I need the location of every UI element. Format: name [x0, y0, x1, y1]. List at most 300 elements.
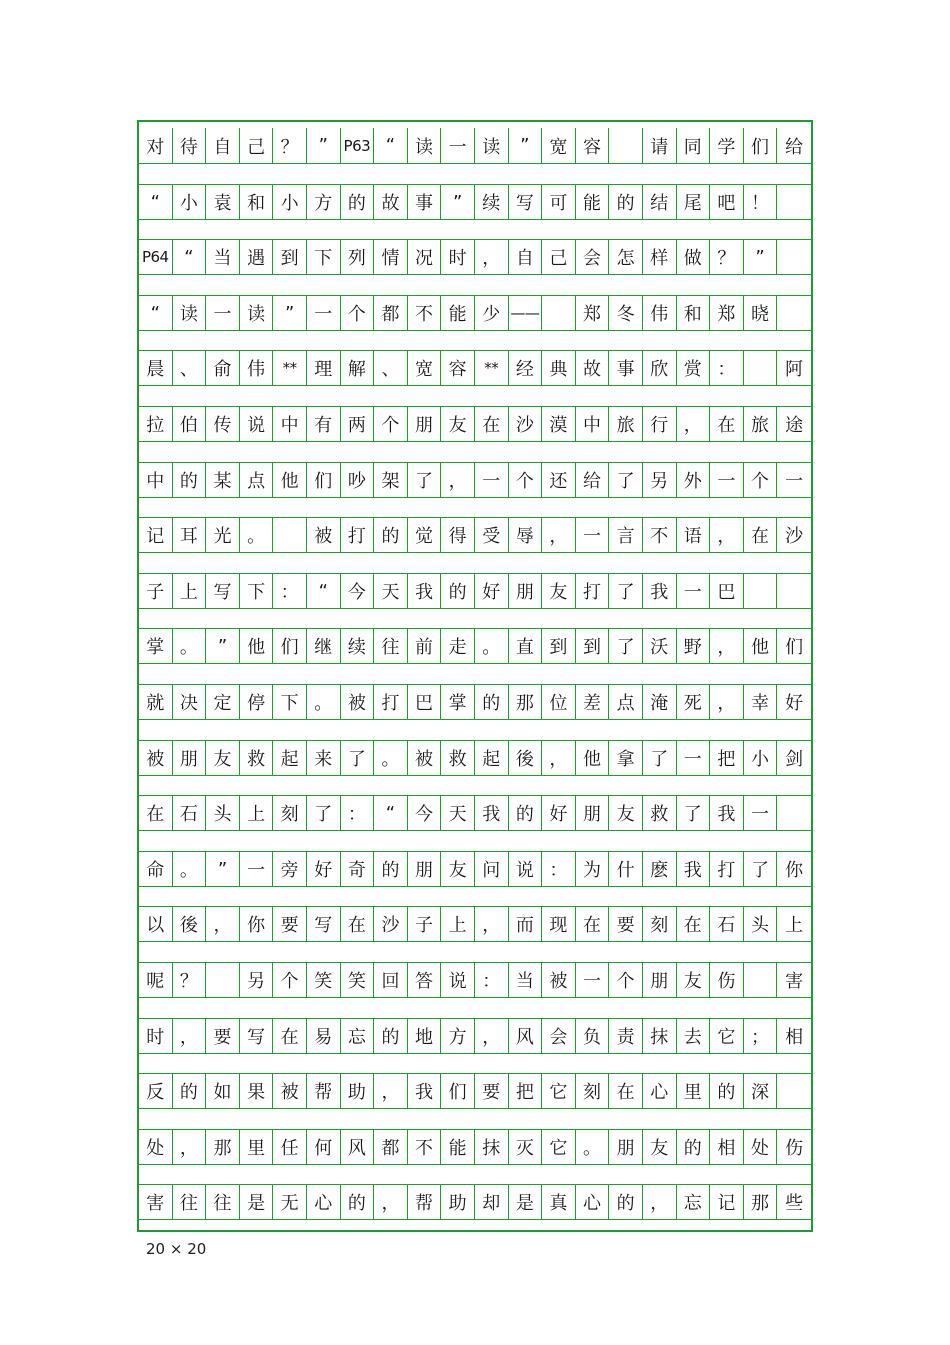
manuscript-cell: 旅 [744, 407, 778, 441]
manuscript-cell: 伯 [173, 407, 207, 441]
manuscript-cell: 小 [744, 741, 778, 775]
manuscript-cell: 袁 [206, 185, 240, 219]
manuscript-cell: 头 [206, 796, 240, 830]
manuscript-cell: 容 [576, 128, 610, 163]
manuscript-cell: 害 [785, 971, 804, 992]
manuscript-cell: 途 [785, 415, 804, 436]
manuscript-cell: 下 [307, 240, 341, 274]
manuscript-cell: 漠 [542, 407, 576, 441]
manuscript-cell: 的 [441, 574, 475, 608]
manuscript-cell: 读 [408, 128, 442, 163]
manuscript-cell: 拿 [609, 741, 643, 775]
manuscript-cell: 救 [441, 741, 475, 775]
manuscript-cell-row [139, 684, 811, 720]
manuscript-cell: 被 [273, 1074, 307, 1108]
manuscript-cell: “ [139, 185, 173, 219]
manuscript-cell: 觉 [408, 518, 442, 552]
manuscript-cell: 负 [576, 1019, 610, 1053]
manuscript-cell [777, 296, 811, 330]
manuscript-cell: 好 [475, 574, 509, 608]
manuscript-cell: 在 [710, 407, 744, 441]
manuscript-cell: 问 [475, 852, 509, 886]
manuscript-cell: 宽 [408, 351, 442, 385]
manuscript-cell: 当 [206, 240, 240, 274]
manuscript-cell: 某 [206, 463, 240, 497]
manuscript-cell: 抹 [475, 1130, 509, 1164]
manuscript-cell: 晨 [139, 351, 173, 385]
manuscript-cell: 中 [139, 463, 173, 497]
manuscript-cell: 。 [173, 629, 207, 663]
manuscript-cell: 都 [374, 296, 408, 330]
manuscript-cell-row [139, 740, 811, 776]
manuscript-cell: 易 [307, 1019, 341, 1053]
manuscript-cell: ** [273, 351, 307, 385]
manuscript-cell: 的 [710, 1074, 744, 1108]
manuscript-cell: 的 [374, 518, 408, 552]
manuscript-cell: 如 [206, 1074, 240, 1108]
manuscript-cell: 沙 [509, 407, 543, 441]
manuscript-cell: 。 [173, 852, 207, 886]
manuscript-cell: 了 [408, 463, 442, 497]
manuscript-cell: 什 [609, 852, 643, 886]
manuscript-cell: 无 [273, 1185, 307, 1219]
manuscript-cell: 吧 [710, 185, 744, 219]
manuscript-cell: 差 [576, 685, 610, 719]
manuscript-cell [542, 296, 576, 330]
manuscript-cell: 相 [710, 1130, 744, 1164]
manuscript-cell: ， [441, 463, 475, 497]
manuscript-cell: 那 [206, 1130, 240, 1164]
manuscript-cell: 在 [475, 407, 509, 441]
manuscript-cell: 巴 [408, 685, 442, 719]
manuscript-cell: 被 [139, 741, 173, 775]
manuscript-cell: ， [374, 1185, 408, 1219]
manuscript-cell: 掌 [139, 629, 173, 663]
manuscript-cell: 他 [744, 629, 778, 663]
manuscript-cell: ， [542, 741, 576, 775]
manuscript-cell: ” [307, 128, 341, 163]
manuscript-cell: 传 [206, 407, 240, 441]
manuscript-cell: 请 [643, 128, 677, 163]
manuscript-cell: 架 [374, 463, 408, 497]
manuscript-cell: 和 [677, 296, 711, 330]
manuscript-cell-row [139, 573, 811, 609]
manuscript-cell: 麽 [643, 852, 677, 886]
manuscript-cell: 伟 [643, 296, 677, 330]
manuscript-cell: ” [206, 852, 240, 886]
manuscript-cell: ： [273, 574, 307, 608]
manuscript-cell: 语 [677, 518, 711, 552]
manuscript-cell: 一 [710, 463, 744, 497]
manuscript-cell: 一 [475, 463, 509, 497]
manuscript-cell: 中 [576, 407, 610, 441]
manuscript-cell: 帮 [408, 1185, 442, 1219]
manuscript-cell: 子 [139, 574, 173, 608]
manuscript-cell: 来 [307, 741, 341, 775]
manuscript-cell: 风 [509, 1019, 543, 1053]
manuscript-cell: 列 [341, 240, 375, 274]
manuscript-cell-row [139, 239, 811, 275]
manuscript-cell: 把 [710, 741, 744, 775]
manuscript-cell: 沙 [785, 526, 804, 547]
manuscript-cell [777, 796, 811, 830]
manuscript-cell: 我 [408, 1074, 442, 1108]
manuscript-cell: 石 [173, 796, 207, 830]
manuscript-grid [137, 120, 813, 1232]
manuscript-cell: ： [542, 852, 576, 886]
manuscript-cell: 冬 [609, 296, 643, 330]
manuscript-cell: 要 [206, 1019, 240, 1053]
manuscript-cell: 朋 [576, 796, 610, 830]
manuscript-cell: 个 [341, 296, 375, 330]
manuscript-cell: 你 [240, 907, 274, 941]
manuscript-cell: 点 [609, 685, 643, 719]
manuscript-cell: 解 [341, 351, 375, 385]
manuscript-cell: ： [475, 963, 509, 997]
manuscript-cell: 里 [677, 1074, 711, 1108]
manuscript-cell: 郑 [576, 296, 610, 330]
manuscript-cell: 是 [240, 1185, 274, 1219]
manuscript-cell: 在 [677, 907, 711, 941]
manuscript-cell: 我 [475, 796, 509, 830]
manuscript-cell: 笑 [307, 963, 341, 997]
manuscript-cell: 的 [341, 185, 375, 219]
manuscript-cell: 了 [744, 852, 778, 886]
manuscript-cell: 今 [408, 796, 442, 830]
manuscript-cell: 阿 [785, 359, 804, 380]
manuscript-cell: 好 [542, 796, 576, 830]
manuscript-cell: 奇 [341, 852, 375, 886]
manuscript-cell: 往 [206, 1185, 240, 1219]
manuscript-cell: 里 [240, 1130, 274, 1164]
manuscript-cell: 是 [509, 1185, 543, 1219]
manuscript-cell: 少 [475, 296, 509, 330]
manuscript-cell: 些 [785, 1193, 804, 1214]
manuscript-cell: 心 [576, 1185, 610, 1219]
manuscript-cell-row [139, 517, 811, 553]
manuscript-cell: 说 [509, 852, 543, 886]
manuscript-cell-row [139, 350, 811, 386]
manuscript-cell: 他 [576, 741, 610, 775]
manuscript-cell: 心 [307, 1185, 341, 1219]
manuscript-cell: 。 [374, 741, 408, 775]
manuscript-cell: 朋 [609, 1130, 643, 1164]
manuscript-cell: 一 [576, 963, 610, 997]
manuscript-cell [609, 128, 643, 163]
manuscript-cell: 们 [307, 463, 341, 497]
manuscript-cell: 中 [273, 407, 307, 441]
manuscript-cell: 一 [206, 296, 240, 330]
manuscript-cell: ？ [273, 128, 307, 163]
manuscript-cell: 不 [643, 518, 677, 552]
manuscript-cell: 一 [744, 796, 778, 830]
manuscript-cell: 被 [542, 963, 576, 997]
manuscript-cell: 伤 [710, 963, 744, 997]
manuscript-cell: 灭 [509, 1130, 543, 1164]
manuscript-cell: 光 [206, 518, 240, 552]
manuscript-cell: 被 [307, 518, 341, 552]
manuscript-cell: 和 [240, 185, 274, 219]
manuscript-cell: 责 [609, 1019, 643, 1053]
manuscript-cell: 友 [643, 1130, 677, 1164]
manuscript-cell: 时 [139, 1019, 173, 1053]
manuscript-cell: “ [173, 240, 207, 274]
manuscript-cell: 了 [307, 796, 341, 830]
manuscript-cell: 伤 [785, 1138, 804, 1159]
manuscript-cell: ， [643, 1185, 677, 1219]
manuscript-cell: 方 [307, 185, 341, 219]
manuscript-cell: 的 [374, 1019, 408, 1053]
manuscript-cell: 往 [374, 629, 408, 663]
manuscript-cell: 辱 [509, 518, 543, 552]
manuscript-cell: 们 [744, 128, 778, 163]
manuscript-cell: 们 [785, 637, 804, 658]
manuscript-cell: 头 [744, 907, 778, 941]
manuscript-cell: 情 [374, 240, 408, 274]
manuscript-cell: 赏 [677, 351, 711, 385]
manuscript-cell: 宽 [542, 128, 576, 163]
manuscript-cell: 友 [206, 741, 240, 775]
manuscript-cell: ！ [744, 185, 778, 219]
manuscript-cell: 拉 [139, 407, 173, 441]
manuscript-cell: 读 [173, 296, 207, 330]
manuscript-cell: 个 [609, 963, 643, 997]
manuscript-cell: 怎 [609, 240, 643, 274]
manuscript-cell: ， [173, 1130, 207, 1164]
manuscript-cell: 刻 [643, 907, 677, 941]
manuscript-cell: 呢 [139, 963, 173, 997]
manuscript-cell: 在 [744, 518, 778, 552]
manuscript-cell: 会 [542, 1019, 576, 1053]
manuscript-cell: 答 [408, 963, 442, 997]
manuscript-cell: 停 [240, 685, 274, 719]
manuscript-cell: 了 [643, 741, 677, 775]
manuscript-cell-row [139, 962, 811, 998]
manuscript-cell: 何 [307, 1130, 341, 1164]
manuscript-cell: 继 [307, 629, 341, 663]
manuscript-cell: 个 [744, 463, 778, 497]
manuscript-cell: 两 [341, 407, 375, 441]
manuscript-cell: 上 [441, 907, 475, 941]
manuscript-cell: 另 [643, 463, 677, 497]
manuscript-cell: 我 [643, 574, 677, 608]
manuscript-cell: 可 [542, 185, 576, 219]
manuscript-cell: 好 [307, 852, 341, 886]
manuscript-cell: 他 [240, 629, 274, 663]
manuscript-cell: 了 [341, 741, 375, 775]
manuscript-cell: ； [744, 1019, 778, 1053]
manuscript-cell: 能 [441, 296, 475, 330]
manuscript-cell: 续 [341, 629, 375, 663]
manuscript-cell: 掌 [441, 685, 475, 719]
manuscript-cell: 深 [744, 1074, 778, 1108]
manuscript-cell: 笑 [341, 963, 375, 997]
manuscript-cell [777, 185, 811, 219]
manuscript-cell: 理 [307, 351, 341, 385]
manuscript-cell: ， [475, 240, 509, 274]
manuscript-cell: ， [374, 1074, 408, 1108]
manuscript-cell: 害 [139, 1185, 173, 1219]
manuscript-cell: 。 [475, 629, 509, 663]
manuscript-cell: 朋 [509, 574, 543, 608]
manuscript-cell: 那 [509, 685, 543, 719]
manuscript-cell-row [139, 128, 811, 164]
manuscript-cell: 说 [240, 407, 274, 441]
manuscript-cell: 走 [441, 629, 475, 663]
manuscript-cell: 、 [173, 351, 207, 385]
manuscript-cell: 处 [139, 1130, 173, 1164]
manuscript-cell: 在 [139, 796, 173, 830]
manuscript-cell: 真 [542, 1185, 576, 1219]
manuscript-cell: 读 [240, 296, 274, 330]
manuscript-cell: 旅 [609, 407, 643, 441]
manuscript-cell: 另 [240, 963, 274, 997]
manuscript-cell: 旁 [273, 852, 307, 886]
manuscript-cell: 己 [240, 128, 274, 163]
manuscript-cell: 风 [341, 1130, 375, 1164]
manuscript-cell: 前 [408, 629, 442, 663]
manuscript-cell-row [139, 628, 811, 664]
manuscript-cell: 记 [710, 1185, 744, 1219]
manuscript-cell: 处 [744, 1130, 778, 1164]
manuscript-cell: 去 [677, 1019, 711, 1053]
manuscript-cell: 到 [576, 629, 610, 663]
manuscript-cell: 写 [206, 574, 240, 608]
manuscript-cell: “ [307, 574, 341, 608]
manuscript-cell: 了 [609, 574, 643, 608]
manuscript-cell: 打 [576, 574, 610, 608]
manuscript-cell: 在 [609, 1074, 643, 1108]
manuscript-cell [777, 574, 811, 608]
manuscript-cell: 郑 [710, 296, 744, 330]
manuscript-cell: 救 [643, 796, 677, 830]
manuscript-cell: 天 [374, 574, 408, 608]
manuscript-cell: 晓 [744, 296, 778, 330]
manuscript-cell: 。 [576, 1130, 610, 1164]
manuscript-cell: 打 [341, 518, 375, 552]
manuscript-cell: ” [509, 128, 543, 163]
manuscript-cell: 朋 [173, 741, 207, 775]
manuscript-cell: 它 [542, 1130, 576, 1164]
manuscript-cell [777, 240, 811, 274]
manuscript-cell: 一 [785, 471, 804, 492]
manuscript-cell: 写 [240, 1019, 274, 1053]
manuscript-cell: 命 [139, 852, 173, 886]
manuscript-cell: 我 [408, 574, 442, 608]
manuscript-cell: ， [542, 518, 576, 552]
manuscript-cell: 下 [240, 574, 274, 608]
manuscript-cell: 容 [441, 351, 475, 385]
manuscript-cell: 读 [475, 128, 509, 163]
manuscript-cell: 的 [609, 1185, 643, 1219]
manuscript-cell: 帮 [307, 1074, 341, 1108]
manuscript-cell: 刻 [576, 1074, 610, 1108]
manuscript-cell: —— [509, 296, 543, 330]
manuscript-cell: 友 [542, 574, 576, 608]
manuscript-cell: 剑 [785, 749, 804, 770]
manuscript-cell: 俞 [206, 351, 240, 385]
manuscript-cell: 的 [173, 1074, 207, 1108]
manuscript-cell: 的 [341, 1185, 375, 1219]
manuscript-cell: 到 [273, 240, 307, 274]
manuscript-cell: 忘 [341, 1019, 375, 1053]
manuscript-cell: 。 [240, 518, 274, 552]
manuscript-cell: 它 [542, 1074, 576, 1108]
manuscript-cell: 死 [677, 685, 711, 719]
manuscript-cell [273, 518, 307, 552]
manuscript-cell [744, 574, 778, 608]
manuscript-cell: ： [710, 351, 744, 385]
manuscript-cell: 刻 [273, 796, 307, 830]
manuscript-cell: 一 [441, 128, 475, 163]
manuscript-cell: ” [206, 629, 240, 663]
manuscript-cell: “ [139, 296, 173, 330]
manuscript-cell: 言 [609, 518, 643, 552]
manuscript-cell: 的 [374, 852, 408, 886]
manuscript-cell: 打 [710, 852, 744, 886]
manuscript-cell: 在 [576, 907, 610, 941]
manuscript-cell: 会 [576, 240, 610, 274]
manuscript-cell: 打 [374, 685, 408, 719]
manuscript-cell: 点 [240, 463, 274, 497]
manuscript-cell: 自 [206, 128, 240, 163]
manuscript-cell: 一 [677, 574, 711, 608]
manuscript-cell: P63 [341, 128, 375, 163]
manuscript-cell: 那 [744, 1185, 778, 1219]
manuscript-cell: ” [744, 240, 778, 274]
manuscript-cell: ， [710, 685, 744, 719]
manuscript-cell: 尾 [677, 185, 711, 219]
manuscript-cell: 友 [441, 407, 475, 441]
manuscript-cell [744, 963, 778, 997]
manuscript-cell: 记 [139, 518, 173, 552]
manuscript-cell: 反 [139, 1074, 173, 1108]
manuscript-cell: 写 [509, 185, 543, 219]
manuscript-cell: 吵 [341, 463, 375, 497]
manuscript-cell: 的 [173, 463, 207, 497]
manuscript-cell: 我 [677, 852, 711, 886]
manuscript-cell: 位 [542, 685, 576, 719]
manuscript-cell: 一 [307, 296, 341, 330]
manuscript-cell: 好 [785, 693, 804, 714]
manuscript-cell: 得 [441, 518, 475, 552]
manuscript-cell: 他 [273, 463, 307, 497]
manuscript-cell: ， [677, 407, 711, 441]
manuscript-cell: 、 [374, 351, 408, 385]
manuscript-cell: 我 [710, 796, 744, 830]
manuscript-cell: 後 [509, 741, 543, 775]
manuscript-cell: 相 [785, 1027, 804, 1048]
manuscript-cell: ， [710, 629, 744, 663]
manuscript-cell: 上 [173, 574, 207, 608]
manuscript-cell: 个 [374, 407, 408, 441]
manuscript-cell: 现 [542, 907, 576, 941]
manuscript-cell-row [139, 462, 811, 498]
manuscript-cell: ” [441, 185, 475, 219]
manuscript-cell: 结 [643, 185, 677, 219]
manuscript-cell: 却 [475, 1185, 509, 1219]
manuscript-cell-row [139, 906, 811, 942]
manuscript-cell: 被 [341, 685, 375, 719]
manuscript-cell: “ [374, 128, 408, 163]
manuscript-cell: 们 [273, 629, 307, 663]
manuscript-cell: 上 [240, 796, 274, 830]
manuscript-cell-row [139, 406, 811, 442]
manuscript-cell: 往 [173, 1185, 207, 1219]
manuscript-cell [777, 1074, 811, 1108]
manuscript-cell: 助 [341, 1074, 375, 1108]
manuscript-cell: 同 [677, 128, 711, 163]
